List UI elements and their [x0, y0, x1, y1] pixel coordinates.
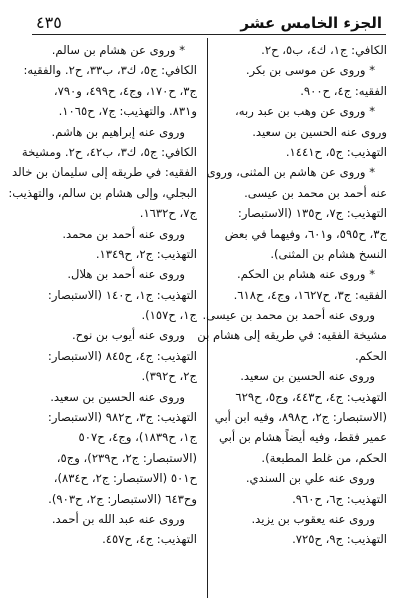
page-number: ٤٣٥	[36, 13, 62, 32]
text-line: وروى عنه عبد الله بن أحمد.	[51, 511, 185, 526]
text-line: * وروى عنه هشام بن الحكم.	[237, 267, 375, 282]
text-line: مشيخة الفقيه: في طريقه إلى هشام بن	[197, 328, 387, 343]
header-rule	[32, 34, 386, 35]
text-line: و٨٣١. والتهذيب: ج٧، ح١٠٦٥.	[58, 104, 197, 119]
text-line: (الاستبصار: ج٢، ح٨٩٨، وفيه ابن أبي	[214, 410, 387, 425]
text-line: الفقيه: ج٣، ح١٦٢٧، وج٤، ح٦١٨.	[233, 287, 387, 302]
text-line: الفقيه: ج٤، ح٩٠٠.	[300, 83, 387, 98]
text-line: التهذيب: ج٥، ح١٤٤١.	[285, 144, 387, 159]
text-line: الحكم.	[354, 348, 387, 363]
text-line: * وروى عن وهب بن عبد ربه،	[235, 104, 375, 119]
text-line: وح٦٤٣ (الاستبصار: ج٢، ح٩٠٣).	[48, 491, 197, 506]
text-line: التهذيب: ج٧، ح١٣٥ (الاستبصار:	[237, 206, 387, 221]
text-line: وروى عنه الحسين بن سعيد.	[240, 369, 375, 384]
text-line: وروى عنه إبراهيم بن هاشم.	[51, 124, 185, 139]
text-line: الكافي: ج٥، ك٣، ب٤٢، ح٢. ومشيخة	[21, 144, 197, 159]
text-line: الحكم، من غلط المطبعة).	[261, 450, 387, 465]
text-line: البجلي، وإلى هشام بن سالم، والتهذيب:	[8, 185, 197, 200]
text-line: عمير فقط، وفيه أيضاً هشام بن أبي	[218, 430, 387, 445]
page-header	[32, 13, 386, 35]
text-line: وروى عنه يعقوب بن يزيد.	[251, 511, 375, 526]
text-line: النسخ هشام بن المثنى).	[270, 246, 387, 261]
text-line: * وروى عن هشام بن سالم.	[51, 43, 185, 57]
text-line: التهذيب: ج٩، ح٧٢٥.	[292, 532, 387, 547]
text-line: التهذيب: ج٤، ح٨٤٥ (الاستبصار:	[47, 348, 197, 363]
text-line: الكافي: ج١، ك٤، ب٥، ح٢.	[261, 43, 387, 57]
right-column	[197, 40, 387, 550]
text-line: وروى عنه الحسين بن سعيد.	[50, 389, 185, 404]
text-line: * وروى عن موسى بن بكر.	[245, 63, 375, 78]
text-line: ج٧، ح١٦٣٢.	[139, 206, 197, 221]
text-line: الفقيه: في طريقه إلى سليمان بن خالد	[12, 165, 197, 180]
text-line: التهذيب: ج٤، ح٤٤٣، وج٥، ح٦٢٩	[235, 389, 387, 404]
text-line: ج١، ح١٨٣٩)، وج٤، ح٥٠٧	[78, 430, 197, 445]
text-line: (الاستبصار: ج٢، ح٢٣٩)، وج٥،	[56, 450, 197, 465]
text-line: التهذيب: ج٢، ح١٣٤٩.	[95, 246, 197, 261]
text-line: التهذيب: ج٣، ح٩٨٢ (الاستبصار:	[47, 410, 197, 425]
text-line: ح٥٠١ (الاستبصار: ج٢، ح٨٣٤)،	[53, 471, 197, 486]
text-line: الكافي: ج٥، ك٣، ب٣٣، ح٢. والفقيه:	[23, 63, 197, 78]
text-line: التهذيب: ج٤، ح٤٥٧.	[102, 532, 197, 547]
text-line: وروى عنه أحمد بن محمد.	[62, 226, 185, 241]
text-line: ج١، ح١٥٧).	[141, 308, 197, 323]
text-line: * وروى عن هاشم بن المثنى، وروى	[206, 165, 375, 180]
text-line: التهذيب: ج٦، ح٩٦٠.	[292, 491, 387, 506]
left-column	[8, 40, 197, 550]
text-line: وروى عنه أحمد بن محمد بن عيسى.	[202, 308, 375, 323]
text-line: وروى عنه الحسين بن سعيد.	[252, 124, 387, 139]
text-line: وروى عنه أحمد بن هلال.	[67, 267, 185, 282]
text-line: ج٣، ح٥٩٥، و٦٠١، وفيهما في بعض	[224, 226, 387, 241]
text-line: وروى عنه علي بن السندي.	[245, 471, 375, 486]
text-line: وروى عنه أيوب بن نوح.	[71, 328, 185, 343]
text-line: ج٣، ح١٧٠، وج٤، ح٤٩٩، و٧٩٠،	[53, 83, 197, 98]
text-line: ج٢، ح٣٩٢).	[141, 369, 197, 384]
text-line: التهذيب: ج١، ح١٤٠ (الاستبصار:	[47, 287, 197, 302]
running-title: الجزء الخامس عشر	[240, 14, 382, 32]
text-line: عنه أحمد بن محمد بن عيسى.	[244, 185, 387, 200]
